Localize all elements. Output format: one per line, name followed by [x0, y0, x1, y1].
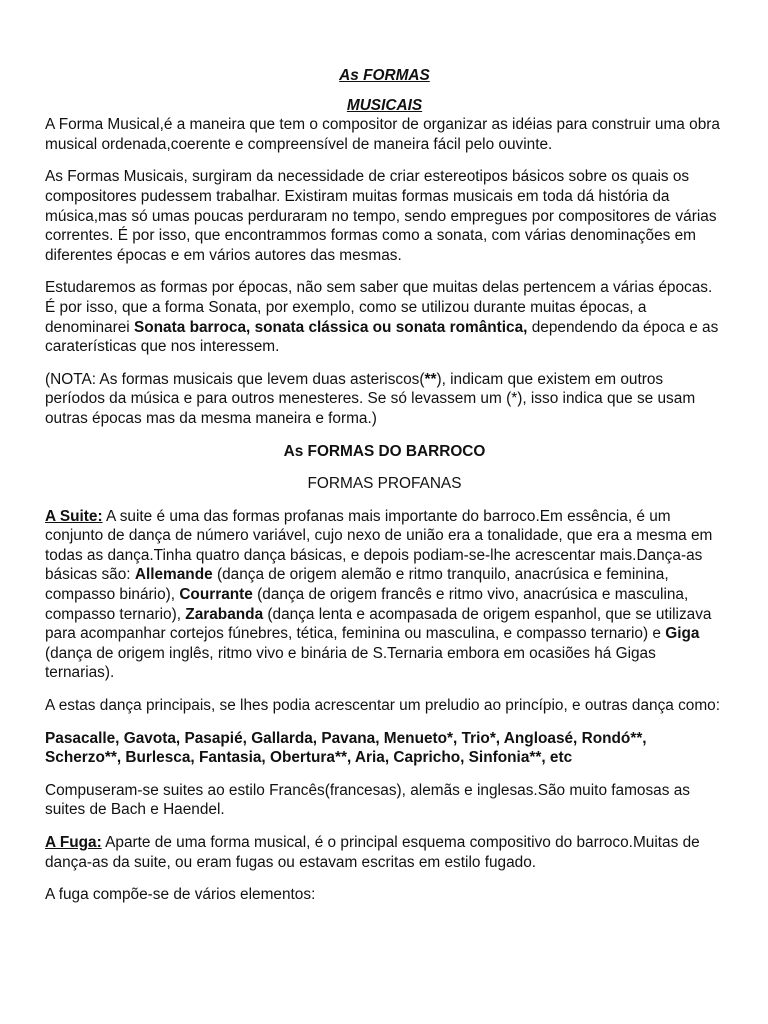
fuga-label: A Fuga:	[45, 834, 102, 851]
dance-name-allemande: Allemande	[134, 566, 213, 584]
paragraph-suite-styles: Compuseram-se suites ao estilo Francês(francesas), alemãs e inglesas.São muito famosas as suites de Bach e Haendel.	[45, 781, 690, 819]
paragraph-note	[45, 370, 724, 429]
paragraph-definition: A Forma Musical,é a maneira que tem o compositor de organizar as idéias para construir uma obra musical ordenada,coerente e compreensível de maneira fácil pelo ouvinte.	[45, 116, 720, 153]
document-title-line-1: As FORMAS	[339, 67, 430, 84]
dance-list: Pasacalle, Gavota, Pasapié, Gallarda, Pavana, Menueto*, Trio*, Angloasé, Rondó**, Scherzo**, Burlesca, Fantasia, Obertura**, Aria, Capricho, Sinfonia**, etc	[45, 729, 647, 767]
text-span: (dança de origem francês e ritmo vivo, anacrúsica e masculina, compasso ternario),	[45, 586, 689, 623]
text-span: ), indicam que existem em outros períodos da música e para outros menesteres. Se só levassem um (*), isso indica que se usam outras épocas mas da mesma maneira e forma.)	[45, 370, 696, 427]
text-span: A suite é uma das formas profanas mais importante do barroco.Em essência, é um conjunto de dança de número variável, cujo nexo de união era a tonalidade, que era a mesma em todas as dança.Tinha quatro dança básicas, e depois podiam-se-lhe acrescentar mais.Dança-as básicas são:	[45, 507, 713, 584]
bold-text-span: Sonata barroca, sonata clássica ou sonata romântica,	[133, 318, 528, 336]
dance-name-courrante: Courrante	[179, 586, 253, 604]
text-span: (dança de origem inglês, ritmo vivo e binária de S.Ternaria embora em ocasiões há Gigas ternarias).	[45, 644, 656, 682]
suite-label: A Suite:	[45, 507, 103, 525]
paragraph-suite	[45, 507, 724, 683]
text-span: (dança de origem alemão e ritmo tranquilo, anacrúsica e feminina, compasso binário),	[45, 566, 669, 604]
subheading: FORMAS PROFANAS	[307, 475, 462, 493]
text-span: Aparte de uma forma musical, é o principal esquema compositivo do barroco.Muitas de dança-as da suite, ou eram fugas ou estavam escritas em estilo fugado.	[45, 834, 700, 871]
section-heading: As FORMAS DO BARROCO	[283, 442, 486, 460]
dance-name-giga: Giga	[665, 625, 700, 643]
paragraph-fuga-elements: A fuga compõe-se de vários elementos:	[45, 886, 316, 904]
text-span: Estudaremos as formas por épocas, não sem saber que muitas delas pertencem a várias épocas. É por isso, que a forma Sonata, por exemplo, como se utilizou durante muitas épocas, a denominarei	[45, 279, 713, 336]
paragraph-additional-dances: A estas dança principais, se lhes podia acrescentar um preludio ao princípio, e outras dança como:	[45, 697, 721, 715]
paragraph-fuga	[45, 833, 724, 872]
paragraph-epochs	[45, 278, 724, 356]
paragraph-origin: As Formas Musicais, surgiram da necessidade de criar estereotipos básicos sobre os quais os compositores pudessem trabalhar. Existiram muitas formas musicais em toda dá história da música,mas só umas poucas perduraram no tempo, sendo empregues por compositores de várias correntes. É por isso, que encontrammos formas como a sonata, com várias denominações em diferentes épocas e em vários autores das mesmas.	[45, 168, 717, 264]
dance-name-zarabanda: Zarabanda	[185, 605, 264, 623]
text-span: (NOTA: As formas musicais que levem duas asteriscos(	[45, 370, 425, 388]
bold-text-span: **	[424, 370, 437, 388]
text-span: dependendo da época e as caraterísticas que nos interessem.	[45, 318, 719, 356]
document-title-line-2: MUSICAIS	[346, 96, 423, 114]
text-span: (dança lenta e acompasada de origem espanhol, que se utilizava para acompanhar cortejos fúnebres, tética, feminina ou masculina, e compasso ternario) e	[45, 605, 712, 643]
